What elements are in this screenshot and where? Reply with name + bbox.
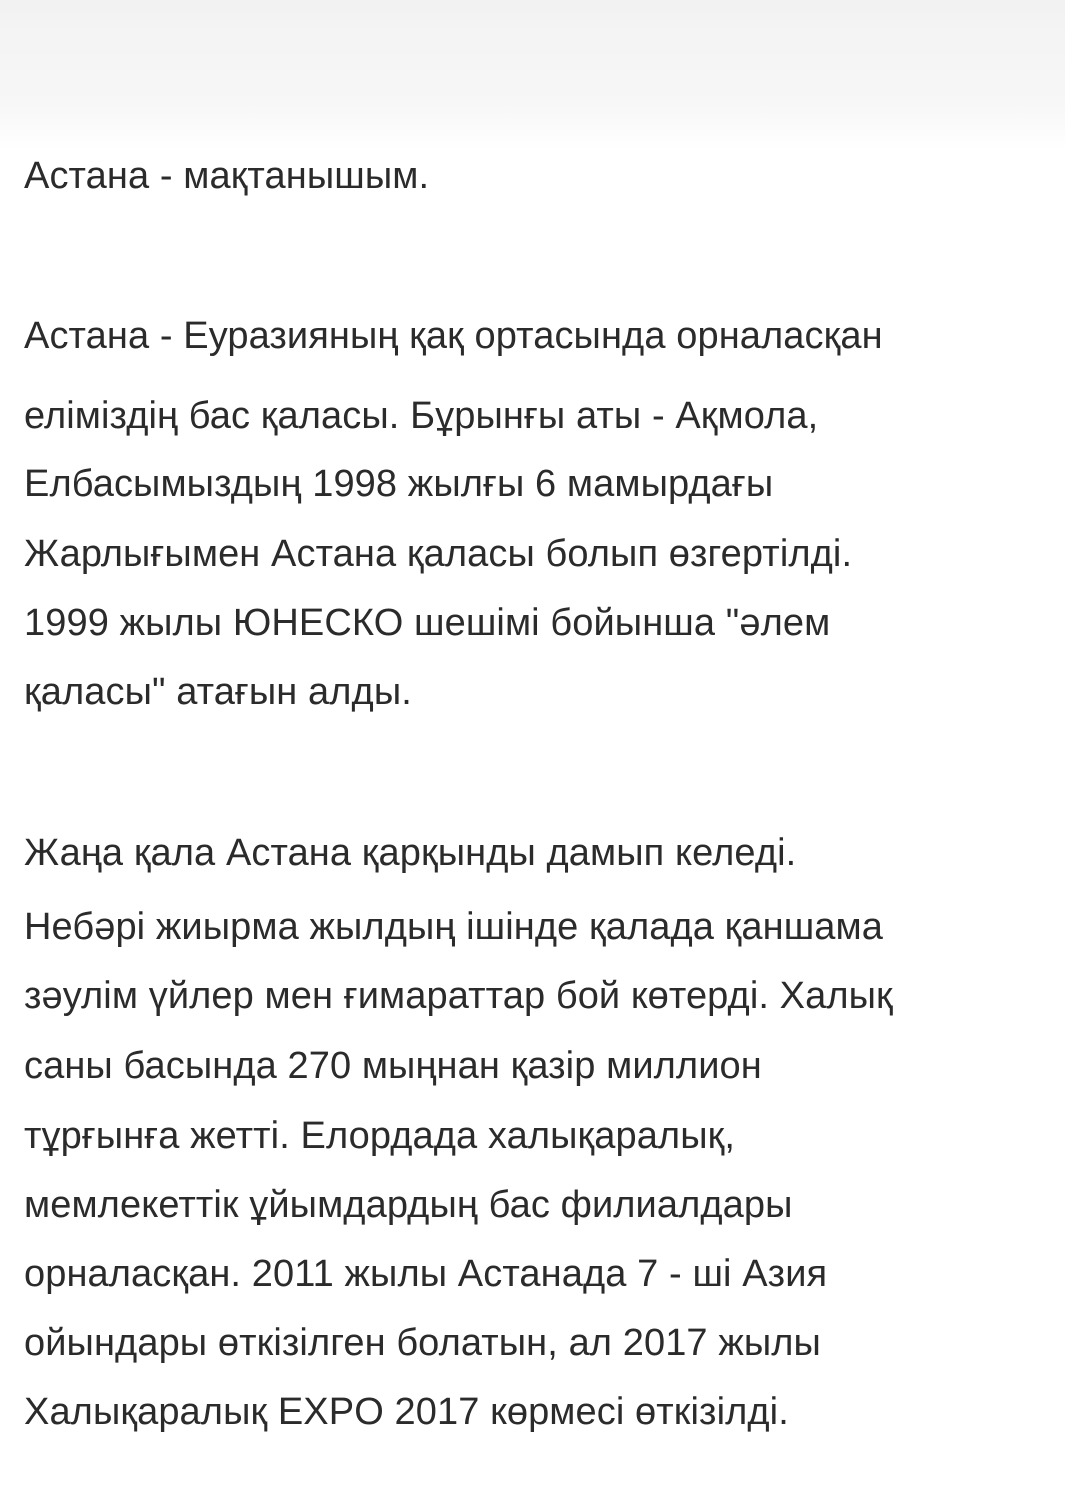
paragraph-line: орналасқан. 2011 жылы Астанада 7 - ші Азия: [24, 1253, 828, 1295]
paragraph-line: Небәрі жиырма жылдың ішінде қалада қаншама: [24, 906, 883, 948]
document-title: Астана - мақтанышым.: [24, 155, 430, 197]
paragraph-line: зәулім үйлер мен ғимараттар бой көтерді. Халық: [24, 975, 893, 1017]
paragraph-line: Халықаралық EXPO 2017 көрмесі өткізілді.: [24, 1391, 789, 1433]
paragraph-line: 1999 жылы ЮНЕСКО шешімі бойынша "әлем: [24, 602, 831, 644]
paragraph-line: саны басында 270 мыңнан қазір миллион: [24, 1045, 762, 1087]
paragraph-line: Жаңа қала Астана қарқынды дамып келеді.: [24, 832, 797, 874]
paragraph-line: қаласы" атағын алды.: [24, 671, 412, 713]
paragraph-line: мемлекеттік ұйымдардың бас филиалдары: [24, 1184, 793, 1226]
paragraph-line: ойындары өткізілген болатын, ал 2017 жылы: [24, 1322, 821, 1364]
paragraph-line: тұрғынға жетті. Елордада халықаралық,: [24, 1115, 736, 1157]
paragraph-line: еліміздің бас қаласы. Бұрынғы аты - Ақмола,: [24, 395, 819, 437]
paragraph-line: Елбасымыздың 1998 жылғы 6 мамырдағы: [24, 463, 774, 505]
paragraph-line: Жарлығымен Астана қаласы болып өзгертілді.: [24, 533, 853, 575]
top-background-band: [0, 0, 1065, 150]
paragraph-line: Астана - Еуразияның қақ ортасында орналасқан: [24, 315, 883, 357]
